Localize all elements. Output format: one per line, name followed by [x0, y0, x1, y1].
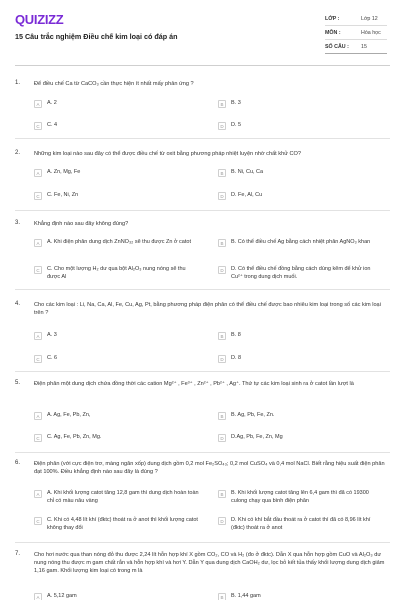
question-text: Những kim loại nào sau đây có thể được điều chế từ oxit bằng phương pháp nhiệt luyện nhờ chất khử CO? — [34, 151, 301, 157]
option-a[interactable] — [34, 332, 57, 340]
option-c[interactable] — [34, 434, 101, 442]
question-text: Khẳng định nào sau đây không đúng? — [34, 221, 129, 227]
option-text: D. Fe, Al, Cu — [231, 192, 263, 198]
question-divider — [15, 289, 390, 290]
option-text: D.Ag, Pb, Fe, Zn, Mg — [231, 434, 283, 440]
question-divider — [15, 210, 390, 211]
option-d[interactable] — [218, 355, 241, 363]
option-letter-box: C — [34, 355, 42, 363]
question-divider — [15, 138, 390, 139]
option-c[interactable] — [34, 192, 78, 200]
option-text: B. Khi khối lượng catot tăng lên 6,4 gam thì đã có 19300 culong chạy qua bình điện phân — [231, 490, 369, 504]
option-text: C. 4 — [47, 122, 58, 128]
option-text: C. 6 — [47, 355, 58, 361]
option-text: B. 3 — [231, 100, 241, 106]
header-divider — [15, 65, 390, 66]
option-text: D. 8 — [231, 355, 242, 361]
option-text: A. Khi khối lượng catot tăng 12,8 gam thì dung dịch hoàn toàn chỉ có màu nâu vàng — [47, 490, 199, 504]
question-number: 4. — [15, 301, 21, 307]
option-a[interactable] — [34, 239, 194, 247]
option-text: B. Có thể điều chế Ag bằng cách nhiệt phân AgNO₃ khan — [231, 239, 371, 245]
option-text: D. Khi có khí bắt đầu thoát ra ở catot thì đã có 8,96 lít khí (đktc) thoát ra ở anot — [231, 517, 371, 531]
option-text: A. 2 — [47, 100, 57, 106]
option-d[interactable] — [218, 266, 378, 281]
question-number: 7. — [15, 551, 21, 557]
option-letter-box: C — [34, 192, 42, 200]
option-d[interactable] — [218, 434, 283, 442]
option-text: A. 5,12 gam — [47, 593, 77, 599]
option-text: C. Fe, Ni, Zn — [47, 192, 79, 198]
question-text: Điện phân một dung dịch chứa đồng thời các cation Mg²⁺ , Fe³⁺ , Zn²⁺ , Pb²⁺ , Ag⁺. Thứ tự các kim loại sinh ra ở catot lần lượt là — [34, 381, 354, 387]
meta-value: Hóa học — [361, 29, 381, 36]
question-number: 6. — [15, 460, 21, 466]
option-b[interactable] — [218, 490, 383, 505]
option-letter-box: B — [218, 169, 226, 177]
option-b[interactable] — [218, 239, 378, 247]
meta-row-count — [325, 40, 387, 54]
meta-row-class — [325, 12, 387, 26]
page-header — [0, 0, 400, 75]
option-c[interactable] — [34, 122, 57, 130]
meta-row-subject — [325, 26, 387, 40]
option-letter-box: B — [218, 490, 226, 498]
option-d[interactable] — [218, 122, 241, 130]
question-divider — [15, 371, 390, 372]
option-d[interactable] — [218, 517, 383, 532]
question-number: 1. — [15, 80, 21, 86]
option-text: C. Ag, Fe, Pb, Zn, Mg. — [47, 434, 102, 440]
option-text: A. Zn, Mg, Fe — [47, 169, 81, 175]
option-a[interactable] — [34, 169, 80, 177]
question-divider — [15, 452, 390, 453]
option-letter-box: A — [34, 239, 42, 247]
option-b[interactable] — [218, 100, 241, 108]
question-text: Để điều chế Ca từ CaCO₃ cần thực hiện ít nhất mấy phản ứng ? — [34, 81, 194, 87]
option-letter-box: A — [34, 100, 42, 108]
option-letter-box: C — [34, 266, 42, 274]
option-letter-box: D — [218, 517, 226, 525]
question-text: Điện phân (với cực điện trơ, màng ngăn xốp) dung dịch gồm 0,2 mol Fe₂SO₄₃; 0,2 mol CuSO₄ và 0,4 mol NaCl. Biết rằng hiệu suất điện phân đạt 100%. Điều khẳng định nào sau đây là đúng ? — [34, 461, 385, 475]
option-a[interactable] — [34, 490, 199, 505]
option-text: A. Khi điện phân dung dịch ZnNO₃₂ sẽ thu được Zn ở catot — [47, 239, 191, 245]
option-b[interactable] — [218, 332, 241, 340]
quizizz-logo: QUIZIZZ — [15, 12, 64, 27]
option-letter-box: B — [218, 412, 226, 420]
option-b[interactable] — [218, 593, 261, 600]
option-text: C. Cho một lượng H₂ dư qua bột Al₂O₃ nung nóng sẽ thu được Al — [47, 266, 186, 280]
option-letter-box: A — [34, 169, 42, 177]
option-b[interactable] — [218, 169, 263, 177]
option-letter-box: B — [218, 332, 226, 340]
option-letter-box: B — [218, 593, 226, 600]
option-text: B. 8 — [231, 332, 241, 338]
meta-key: SỐ CÂU : — [325, 43, 349, 50]
question-text: Cho các kim loại : Li, Na, Ca, Al, Fe, Cu, Ag, Pt, bằng phương pháp điện phân có thể điều chế được bao nhiêu kim loại trong số các kim loại trên ? — [34, 302, 381, 316]
option-a[interactable] — [34, 412, 90, 420]
meta-value: Lớp 12 — [361, 15, 378, 22]
option-letter-box: B — [218, 239, 226, 247]
option-a[interactable] — [34, 100, 57, 108]
meta-table — [325, 12, 387, 54]
question-divider — [15, 542, 390, 543]
option-text: D. Có thể điều chế đồng bằng cách dùng kẽm để khử ion Cu²⁺ trong dung dịch muối. — [231, 266, 371, 280]
option-letter-box: B — [218, 100, 226, 108]
option-text: B. Ag, Pb, Fe, Zn. — [231, 412, 275, 418]
option-text: A. 3 — [47, 332, 57, 338]
meta-key: LỚP : — [325, 15, 340, 22]
option-letter-box: D — [218, 122, 226, 130]
option-c[interactable] — [34, 517, 199, 532]
question-text: Cho hơi nước qua than nóng đỏ thu được 2,24 lít hỗn hợp khí X gồm CO₂, CO và H₂ (đo ở đktc). Dẫn X qua hỗn hợp gồm CuO và Al₂O₃ dư nung nóng thu được m gam chất rắn và hỗn hợp khí và hơi Y. Dẫn Y qua dung dịch CaOH₂ dư, lọc bỏ kết tủa thấy khối lượng dung dịch giảm 1,16 gam. Khối lượng kim loại có trong m là — [34, 552, 385, 574]
option-letter-box: C — [34, 122, 42, 130]
option-text: B. Ni, Cu, Ca — [231, 169, 264, 175]
option-letter-box: A — [34, 490, 42, 498]
option-letter-box: D — [218, 355, 226, 363]
option-c[interactable] — [34, 266, 194, 281]
option-letter-box: C — [34, 434, 42, 442]
meta-key: MÔN : — [325, 29, 341, 36]
option-text: D. 5 — [231, 122, 242, 128]
meta-value: 15 — [361, 43, 367, 50]
option-letter-box: A — [34, 332, 42, 340]
option-letter-box: D — [218, 266, 226, 274]
option-text: B. 1,44 gam — [231, 593, 261, 599]
option-letter-box: D — [218, 434, 226, 442]
question-number: 5. — [15, 380, 21, 386]
option-b[interactable] — [218, 412, 274, 420]
option-letter-box: D — [218, 192, 226, 200]
question-number: 2. — [15, 150, 21, 156]
option-d[interactable] — [218, 192, 262, 200]
question-number: 3. — [15, 220, 21, 226]
option-text: C. Khi có 4,48 lít khí (đktc) thoát ra ở anot thì khối lượng catot không thay đổi — [47, 517, 198, 531]
option-letter-box: A — [34, 593, 42, 600]
option-text: A. Ag, Fe, Pb, Zn, — [47, 412, 91, 418]
option-c[interactable] — [34, 355, 57, 363]
document-title: 15 Câu trắc nghiệm Điều chế kim loại có đáp án — [15, 32, 178, 41]
option-letter-box: A — [34, 412, 42, 420]
option-letter-box: C — [34, 517, 42, 525]
option-a[interactable] — [34, 593, 77, 600]
